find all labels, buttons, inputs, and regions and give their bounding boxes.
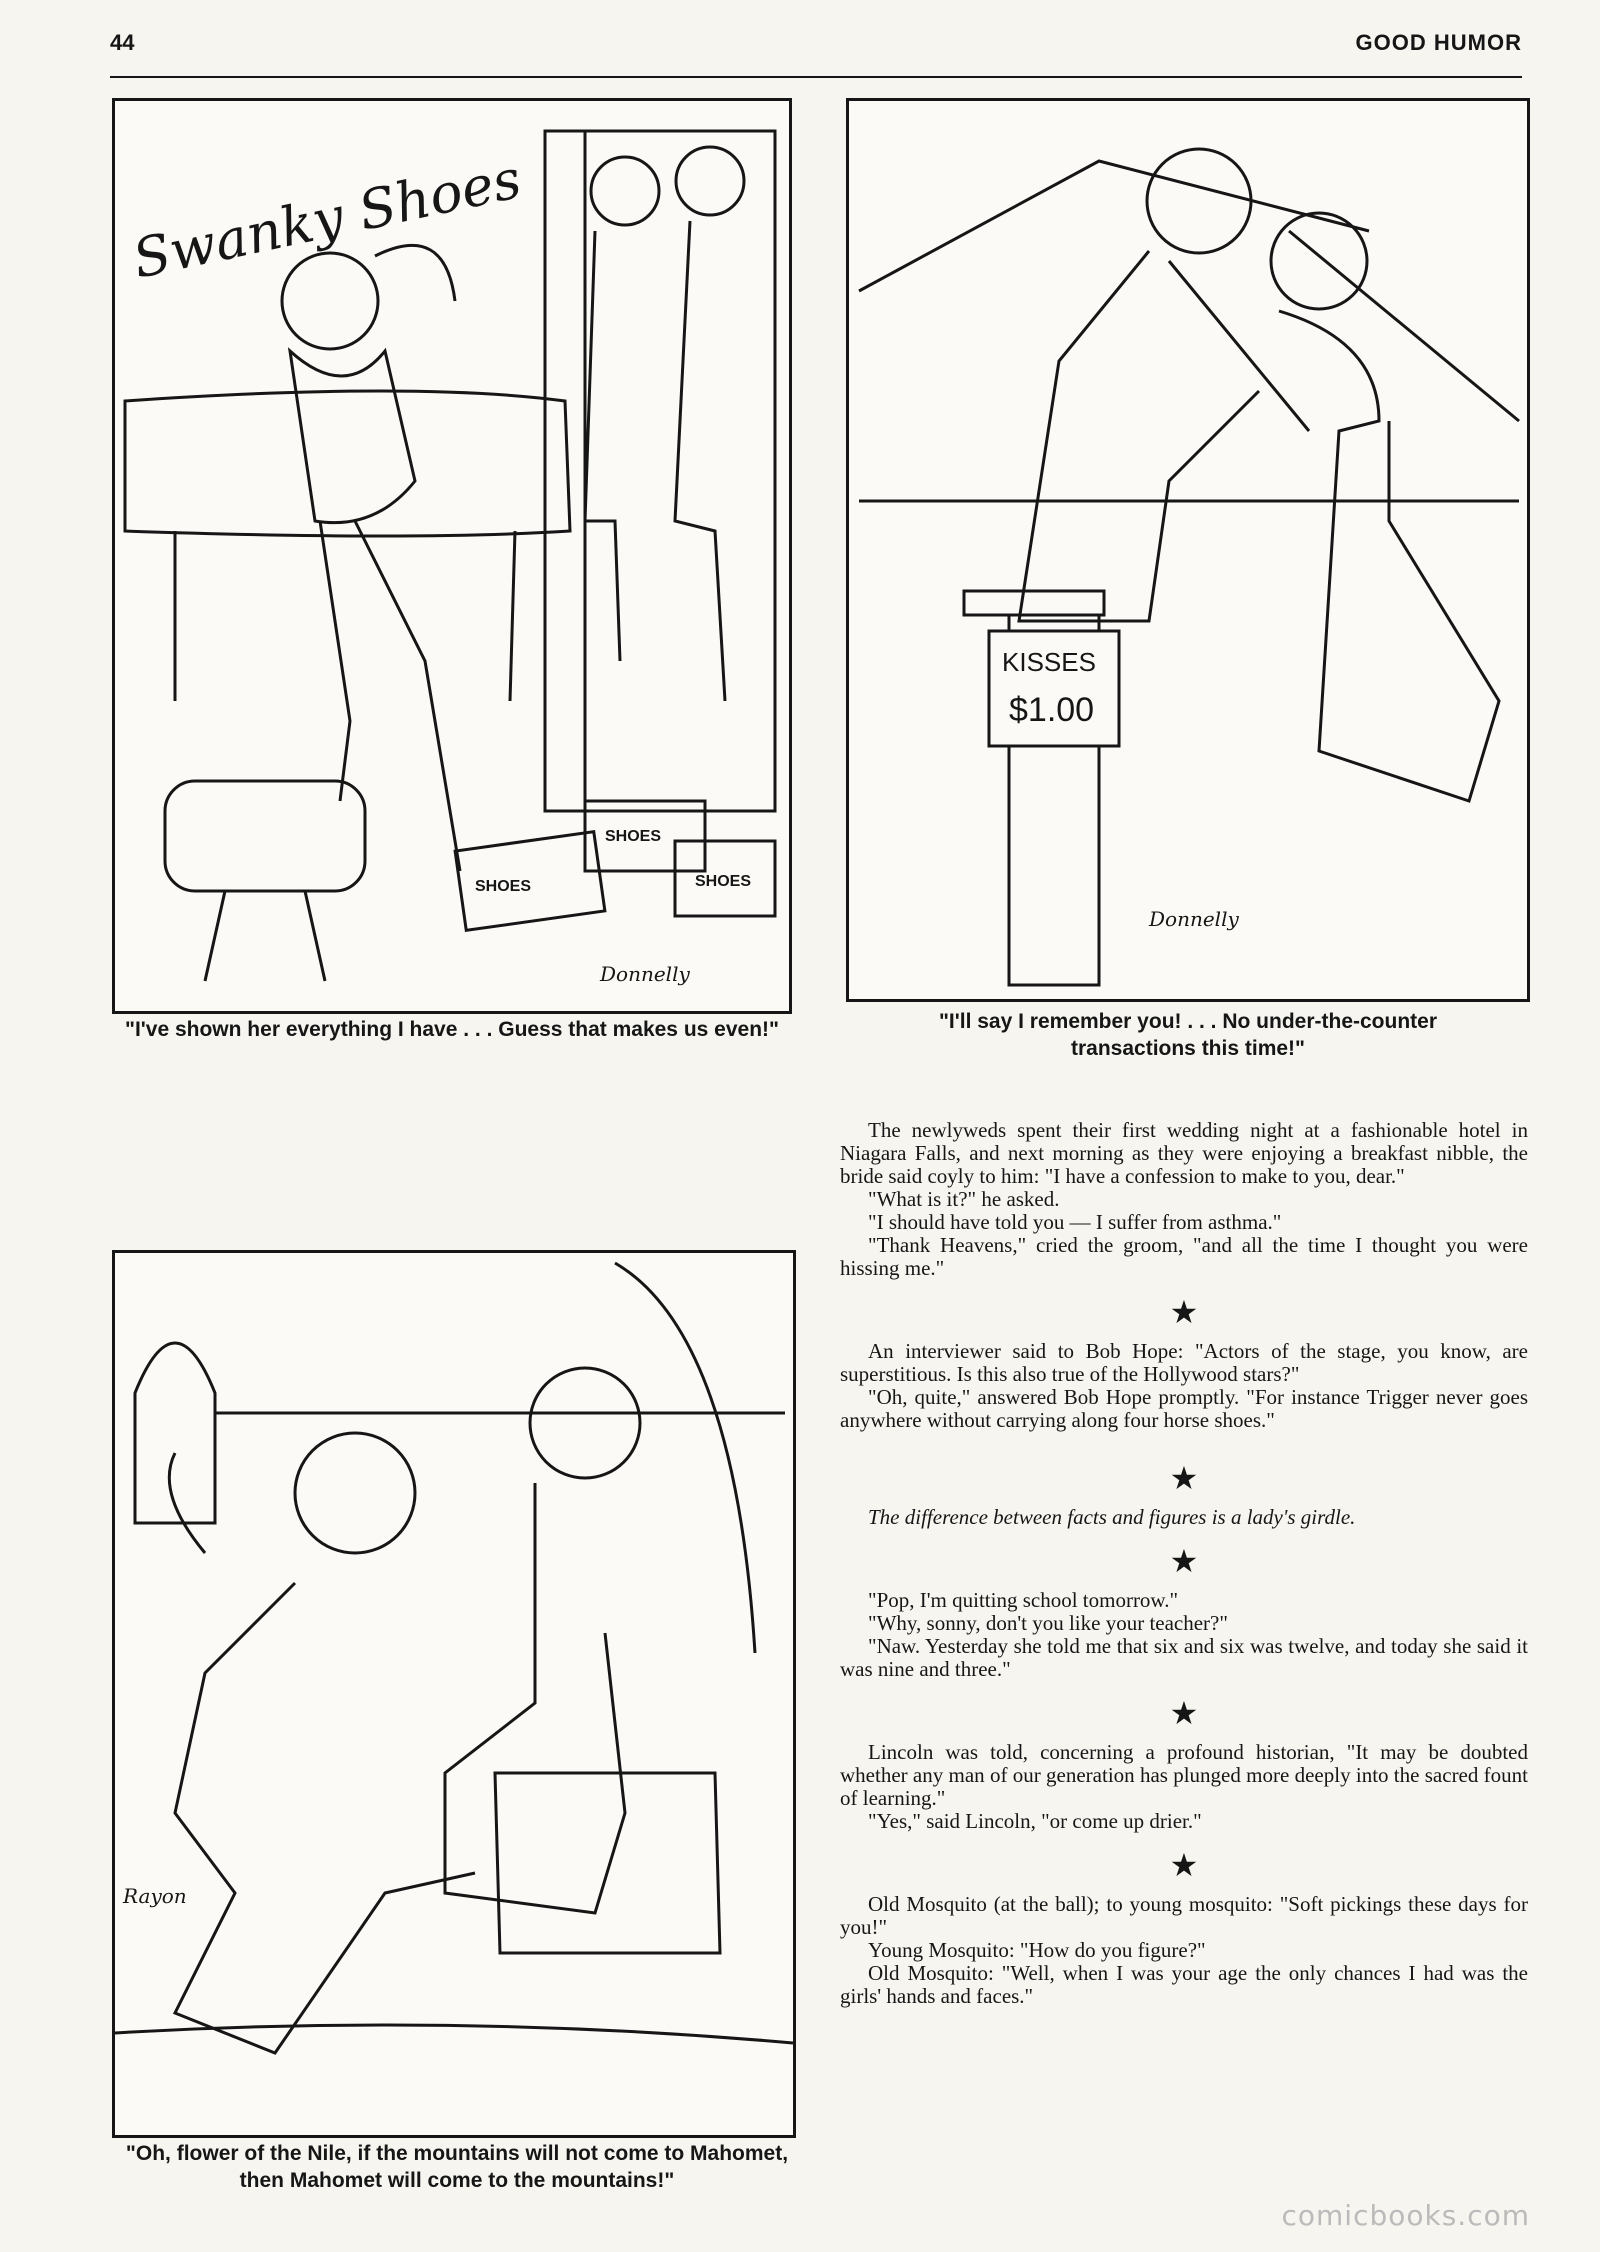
page-number: 44 <box>110 30 135 55</box>
joke-paragraph: "Thank Heavens," cried the groom, "and all the time I thought you were hissing me." <box>840 1233 1528 1280</box>
cartoon-caption: "I've shown her everything I have . . . Guess that makes us even!" <box>125 1018 779 1041</box>
joke-paragraph: Lincoln was told, concerning a profound historian, "It may be doubted whether any man of our generation has plunged more deeply into the sacred fount of learning." <box>840 1740 1528 1810</box>
watermark: comicbooks.com <box>1281 2199 1530 2232</box>
joke-mosquito <box>840 1893 1528 2008</box>
joke-girdle <box>840 1506 1528 1529</box>
joke-paragraph: "What is it?" he asked. <box>868 1187 1060 1211</box>
joke-school <box>840 1589 1528 1681</box>
cartoon-title-script: Swanky Shoes <box>127 147 527 291</box>
cartoon-signature: Donnelly <box>1149 907 1239 931</box>
page-header <box>110 30 1522 70</box>
joke-paragraph: "Why, sonny, don't you like your teacher?" <box>868 1611 1228 1635</box>
cartoon-panel-kisses <box>846 98 1530 1002</box>
magazine-title: GOOD HUMOR <box>1355 30 1522 55</box>
cartoon-signature: Rayon <box>123 1884 187 1908</box>
kisses-sign-text: KISSES <box>1002 647 1096 677</box>
cartoon-caption: "I'll say I remember you! . . . No under-the-counter transactions this time!" <box>938 1010 1438 1060</box>
joke-paragraph: Old Mosquito: "Well, when I was your age the only chances I had was the girls' hands and faces." <box>840 1961 1528 2008</box>
shoe-box-label: SHOES <box>605 828 662 845</box>
jokes-column <box>840 1119 1528 2008</box>
joke-newlyweds <box>840 1119 1528 1280</box>
joke-paragraph: "Naw. Yesterday she told me that six and six was twelve, and today she said it was nine and three." <box>840 1634 1528 1681</box>
joke-paragraph: Old Mosquito (at the ball); to young mosquito: "Soft pickings these days for you!" <box>840 1892 1528 1939</box>
joke-paragraph: The difference between facts and figures is a lady's girdle. <box>868 1505 1356 1529</box>
shoe-box-label: SHOES <box>475 878 532 895</box>
joke-paragraph: "Yes," said Lincoln, "or come up drier." <box>868 1809 1202 1833</box>
joke-lincoln <box>840 1741 1528 1833</box>
joke-paragraph: An interviewer said to Bob Hope: "Actors of the stage, you know, are superstitious. Is this also true of the Hollywood stars?" <box>840 1339 1528 1386</box>
joke-bob-hope <box>840 1340 1528 1432</box>
joke-paragraph: The newlyweds spent their first wedding night at a fashionable hotel in Niagara Falls, and next morning as they were enjoying a breakfast nibble, the bride said coyly to him: "I have a confession to make to you, dear." <box>840 1118 1528 1188</box>
star-separator: ★ <box>1169 1460 1199 1496</box>
joke-paragraph: "Oh, quite," answered Bob Hope promptly. "For instance Trigger never goes anywhere without carrying along four horse shoes." <box>840 1385 1528 1432</box>
star-separator: ★ <box>1169 1294 1199 1330</box>
star-separator: ★ <box>1169 1695 1199 1731</box>
cartoon-illustration-harem <box>115 1253 793 2135</box>
kisses-sign-price: $1.00 <box>1009 691 1095 729</box>
cartoon-panel-mahomet <box>112 1250 796 2138</box>
header-rule <box>110 76 1522 78</box>
cartoon-illustration-shoe-store <box>115 101 789 1011</box>
joke-paragraph: "I should have told you — I suffer from asthma." <box>868 1210 1282 1234</box>
cartoon-illustration-kissing-booth <box>849 101 1527 999</box>
star-separator: ★ <box>1169 1847 1199 1883</box>
joke-paragraph: "Pop, I'm quitting school tomorrow." <box>868 1588 1179 1612</box>
star-separator: ★ <box>1169 1543 1199 1579</box>
joke-paragraph: Young Mosquito: "How do you figure?" <box>868 1938 1206 1962</box>
cartoon-panel-shoes <box>112 98 792 1014</box>
cartoon-caption: "Oh, flower of the Nile, if the mountains will not come to Mahomet, then Mahomet will come to the mountains!" <box>125 2142 789 2192</box>
shoe-box-label: SHOES <box>695 873 752 890</box>
cartoon-signature: Donnelly <box>600 962 690 986</box>
